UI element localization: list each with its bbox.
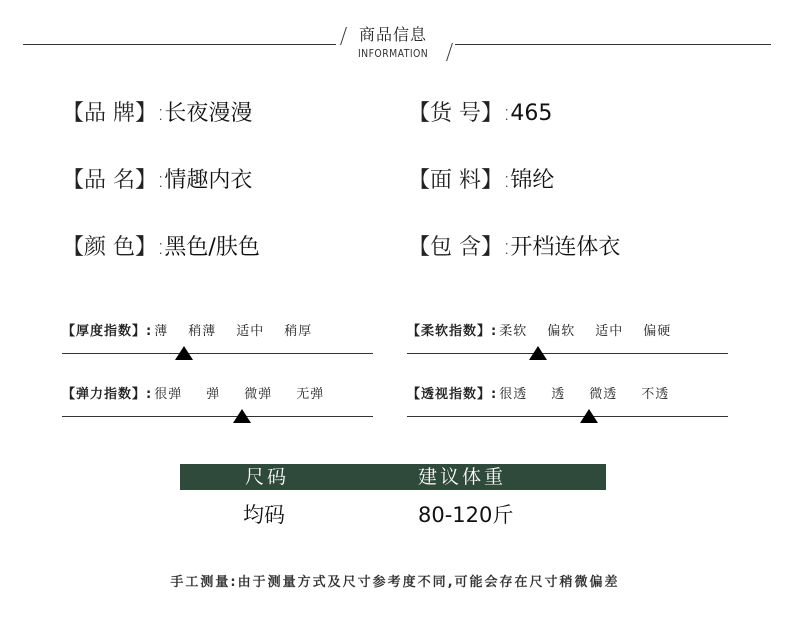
info-color (62, 230, 260, 261)
info-item-no-key: 【货 号】: (408, 101, 511, 126)
header-title-en: INFORMATION (358, 47, 429, 60)
scale-elasticity (62, 383, 324, 402)
scale-option: 薄 (154, 324, 169, 339)
info-package-key: 【包 含】: (408, 235, 511, 260)
info-color-key: 【颜 色】: (62, 235, 165, 260)
header-line-right (455, 44, 771, 45)
scale-transparency-line (407, 416, 728, 417)
size-header-size: 尺码 (245, 466, 290, 488)
scale-option: 无弹 (296, 387, 325, 402)
header-slash-left (340, 27, 347, 45)
scale-elasticity-label: 【弹力指数】: (62, 387, 153, 402)
size-value-weight: 80-120斤 (418, 503, 514, 527)
scale-transparency-marker (580, 409, 598, 423)
scale-softness (407, 320, 671, 339)
scale-elasticity-line (62, 416, 373, 417)
size-header-weight: 建议体重 (418, 466, 507, 488)
info-package (408, 230, 620, 261)
info-brand-key: 【品 牌】: (62, 101, 165, 126)
scale-option: 很透 (499, 387, 528, 402)
scale-option: 偏硬 (643, 324, 672, 339)
scale-thickness-line (62, 353, 373, 354)
scale-option: 微弹 (244, 387, 273, 402)
scale-option: 很弹 (154, 387, 183, 402)
info-fabric-key: 【面 料】: (408, 168, 511, 193)
scale-softness-label: 【柔软指数】: (407, 324, 498, 339)
scale-thickness-label: 【厚度指数】: (62, 324, 153, 339)
info-brand (62, 96, 252, 127)
scale-option: 微透 (589, 387, 618, 402)
info-item-no-value: 465 (510, 101, 553, 126)
scale-transparency-label: 【透视指数】: (407, 387, 498, 402)
info-package-value: 开档连体衣 (510, 235, 621, 260)
info-name-key: 【品 名】: (62, 168, 165, 193)
info-fabric (408, 163, 554, 194)
info-item-no (408, 96, 552, 127)
info-color-value: 黑色/肤色 (164, 235, 260, 260)
scale-elasticity-marker (233, 409, 251, 423)
scale-option: 不透 (641, 387, 670, 402)
scale-transparency (407, 383, 669, 402)
scale-option: 稍薄 (188, 324, 217, 339)
scale-option: 稍厚 (284, 324, 313, 339)
header-title-cn: 商品信息 (359, 25, 428, 44)
scale-option: 弹 (206, 387, 221, 402)
scale-option: 偏软 (547, 324, 576, 339)
info-name (62, 163, 252, 194)
scale-thickness-marker (175, 346, 193, 360)
info-fabric-value: 锦纶 (510, 168, 555, 193)
info-brand-value: 长夜漫漫 (164, 101, 253, 126)
header-line-left (23, 44, 336, 45)
scale-option: 适中 (595, 324, 624, 339)
measurement-note: 手工测量:由于测量方式及尺寸参考度不同,可能会存在尺寸稍微偏差 (170, 575, 620, 590)
scale-softness-marker (529, 346, 547, 360)
scale-softness-line (407, 353, 728, 354)
header-slash-right (446, 43, 453, 61)
scale-thickness (62, 320, 312, 339)
scale-option: 透 (551, 387, 566, 402)
size-table-header-bar (180, 464, 606, 490)
scale-option: 适中 (236, 324, 265, 339)
info-name-value: 情趣内衣 (164, 168, 253, 193)
scale-option: 柔软 (499, 324, 528, 339)
size-value-size: 均码 (243, 503, 285, 527)
